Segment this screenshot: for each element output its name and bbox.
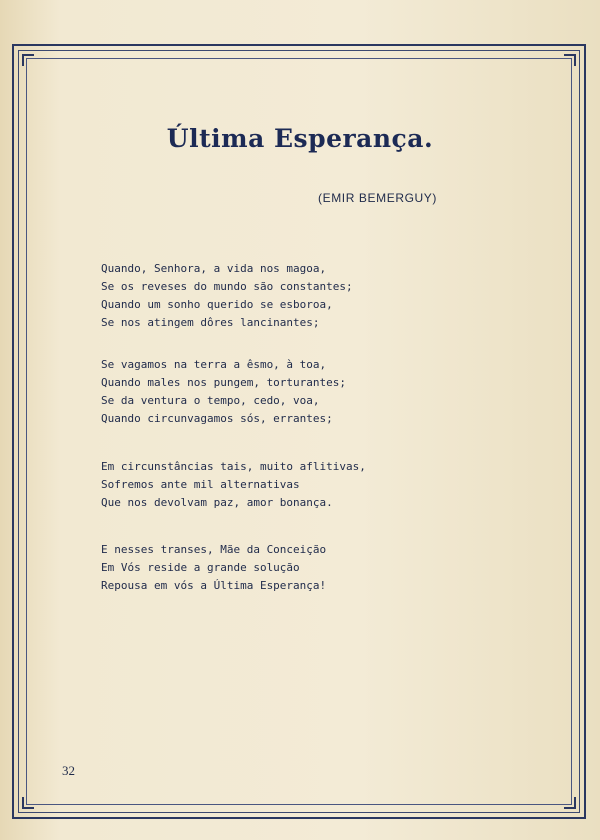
poem-title: Última Esperança. [166,124,434,153]
poem-line: Quando um sonho querido se esboroa, [101,298,333,311]
border-corner-top-left [22,54,34,66]
border-corner-bottom-right [564,797,576,809]
poem-line: Se vagamos na terra a êsmo, à toa, [101,358,327,371]
poem-line: Em Vós reside a grande solução [101,561,300,574]
poem-line: Se da ventura o tempo, cedo, voa, [101,394,320,407]
poem-line: Em circunstâncias tais, muito aflitivas, [101,460,366,473]
decorative-border-inner [26,58,572,805]
stanza-4 [101,541,521,595]
border-corner-bottom-left [22,797,34,809]
poem-line: Quando, Senhora, a vida nos magoa, [101,262,327,275]
poem-line: E nesses transes, Mãe da Conceição [101,543,327,556]
page-number: 32 [62,763,75,778]
border-corner-top-right [564,54,576,66]
poem-line: Se nos atingem dôres lancinantes; [101,316,320,329]
stanza-2 [101,356,521,428]
poem-author: (EMIR BEMERGUY) [318,191,438,205]
stanza-1 [101,260,521,332]
poem-line: Quando circunvagamos sós, errantes; [101,412,333,425]
poem-line: Se os reveses do mundo são constantes; [101,280,353,293]
poem-line: Quando males nos pungem, torturantes; [101,376,347,389]
poem-line: Que nos devolvam paz, amor bonança. [101,496,333,509]
poem-line: Repousa em vós a Última Esperança! [101,579,327,592]
poem-line: Sofremos ante mil alternativas [101,478,300,491]
stanza-3 [101,458,521,512]
